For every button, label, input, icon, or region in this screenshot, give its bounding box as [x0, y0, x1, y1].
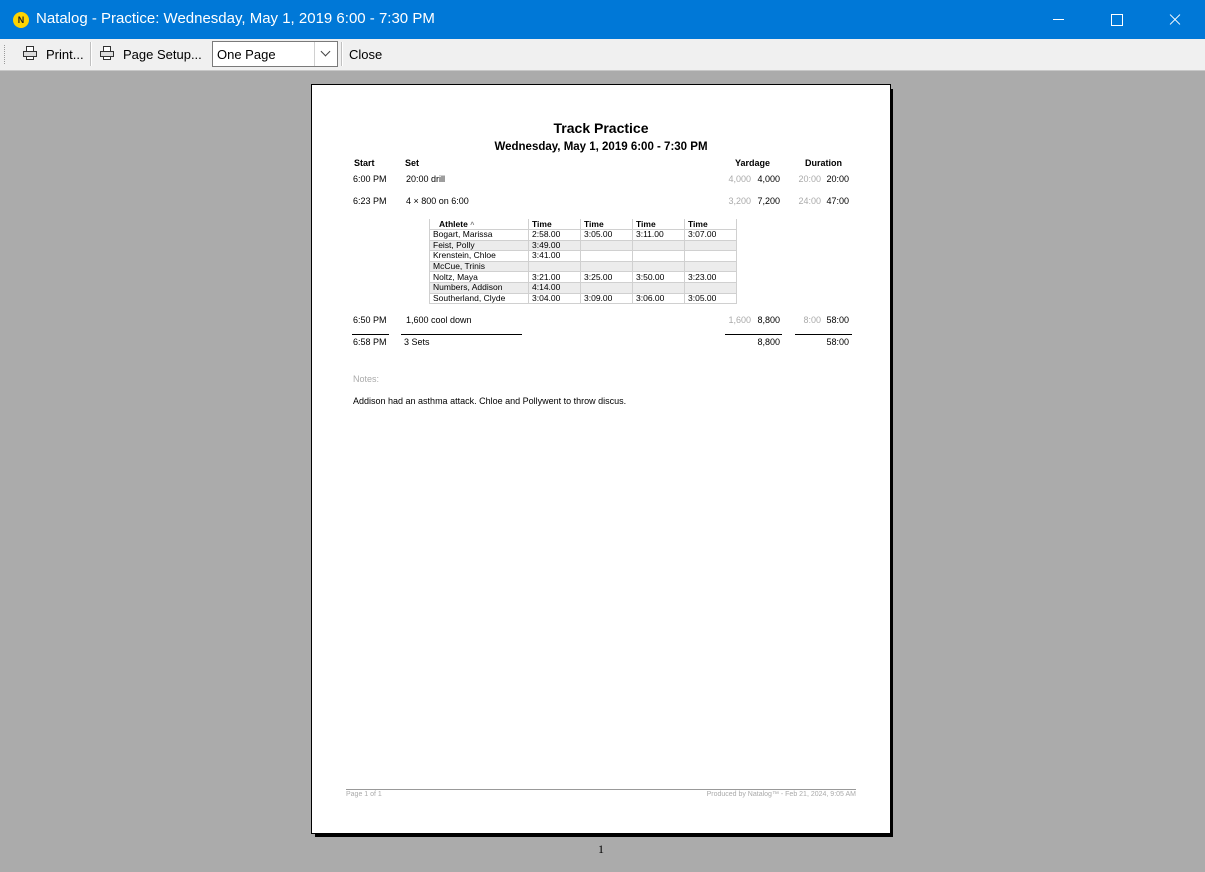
row-yardage-total: 7,200	[757, 196, 780, 206]
page-setup-button[interactable]	[97, 43, 205, 65]
minimize-icon	[1053, 19, 1064, 20]
time-cell	[581, 251, 633, 262]
row-duration-total: 47:00	[826, 196, 849, 206]
table-row	[430, 272, 737, 283]
totals-end-time: 6:58 PM	[353, 337, 387, 347]
view-mode-select[interactable]	[212, 41, 338, 67]
maximize-icon	[1111, 14, 1123, 26]
time-cell: 3:21.00	[529, 272, 581, 283]
title-bar	[0, 0, 1205, 39]
row-yardage-total: 8,800	[757, 315, 780, 325]
time-cell: 3:07.00	[685, 230, 737, 241]
time-cell: 3:49.00	[529, 240, 581, 251]
table-row	[430, 282, 737, 293]
time-cell	[633, 261, 685, 272]
footer-page-count: Page 1 of 1	[346, 791, 382, 798]
toolbar-separator	[90, 42, 92, 66]
time-cell: 3:11.00	[633, 230, 685, 241]
table-row	[430, 293, 737, 304]
time-cell: 3:25.00	[581, 272, 633, 283]
header-set: Set	[405, 158, 420, 168]
totals-yardage: 8,800	[757, 337, 780, 347]
row-duration-sub: 8:00	[803, 315, 821, 325]
athlete-name: Krenstein, Chloe	[430, 251, 529, 262]
column-header-time[interactable]: Time	[529, 219, 581, 230]
window-title: Natalog - Practice: Wednesday, May 1, 2019 6:00 - 7:30 PM	[36, 10, 435, 27]
table-row	[430, 261, 737, 272]
row-duration-total: 20:00	[826, 174, 849, 184]
footer-rule	[346, 789, 856, 790]
time-cell	[685, 240, 737, 251]
time-cell: 3:41.00	[529, 251, 581, 262]
notes-label: Notes:	[353, 374, 380, 384]
row-start: 6:00 PM	[353, 174, 387, 184]
athlete-name: Numbers, Addison	[430, 282, 529, 293]
totals-rule	[352, 334, 389, 335]
row-set: 1,600 cool down	[406, 315, 472, 325]
toolbar-separator	[341, 42, 343, 66]
time-cell	[633, 240, 685, 251]
row-duration-sub: 20:00	[798, 174, 821, 184]
time-cell	[685, 261, 737, 272]
table-row	[430, 251, 737, 262]
table-row	[430, 230, 737, 241]
time-cell	[685, 282, 737, 293]
sort-ascending-icon: ^	[470, 222, 475, 229]
printer-icon	[23, 46, 37, 59]
print-label: Print...	[46, 47, 84, 62]
chevron-down-icon	[321, 47, 331, 57]
time-cell: 3:23.00	[685, 272, 737, 283]
view-mode-value: One Page	[217, 47, 276, 62]
athlete-times-table	[429, 219, 737, 304]
row-start: 6:23 PM	[353, 196, 387, 206]
time-cell: 3:06.00	[633, 293, 685, 304]
header-duration: Duration	[805, 158, 842, 168]
maximize-button[interactable]	[1088, 0, 1146, 39]
report-subtitle: Wednesday, May 1, 2019 6:00 - 7:30 PM	[494, 141, 708, 153]
header-start: Start	[354, 158, 375, 168]
totals-rule	[725, 334, 782, 335]
time-cell: 3:05.00	[581, 230, 633, 241]
header-yardage: Yardage	[735, 158, 771, 168]
app-icon: N	[13, 12, 29, 28]
table-header-row	[430, 219, 737, 230]
time-cell	[529, 261, 581, 272]
time-cell	[633, 251, 685, 262]
time-cell: 3:09.00	[581, 293, 633, 304]
athlete-name: McCue, Trinis	[430, 261, 529, 272]
row-yardage-sub: 3,200	[728, 196, 751, 206]
column-header-time[interactable]: Time	[633, 219, 685, 230]
report-title: Track Practice	[553, 120, 649, 136]
totals-rule	[795, 334, 852, 335]
dropdown-button[interactable]	[314, 42, 337, 66]
row-duration-total: 58:00	[826, 315, 849, 325]
column-header-athlete[interactable]: Athlete ^	[430, 219, 529, 230]
time-cell	[581, 240, 633, 251]
row-start: 6:50 PM	[353, 315, 387, 325]
toolbar	[0, 39, 1205, 71]
time-cell	[685, 251, 737, 262]
close-window-button[interactable]	[1146, 0, 1204, 39]
report-page	[311, 84, 891, 834]
table-row	[430, 240, 737, 251]
row-yardage-sub: 1,600	[728, 315, 751, 325]
close-button[interactable]	[349, 43, 389, 65]
footer-produced-by: Produced by Natalog™ - Feb 21, 2024, 9:05 AM	[706, 791, 856, 798]
athlete-name: Noltz, Maya	[430, 272, 529, 283]
row-set: 20:00 drill	[406, 174, 446, 184]
totals-rule	[401, 334, 522, 335]
time-cell	[581, 261, 633, 272]
row-duration-sub: 24:00	[798, 196, 821, 206]
column-header-time[interactable]: Time	[685, 219, 737, 230]
time-cell	[581, 282, 633, 293]
totals-sets: 3 Sets	[404, 337, 430, 347]
athlete-name: Bogart, Marissa	[430, 230, 529, 241]
page-setup-icon	[100, 46, 114, 59]
athlete-name: Southerland, Clyde	[430, 293, 529, 304]
close-label: Close	[349, 47, 383, 62]
row-yardage-sub: 4,000	[728, 174, 751, 184]
time-cell: 4:14.00	[529, 282, 581, 293]
page-setup-label: Page Setup...	[123, 47, 202, 62]
toolbar-grip[interactable]	[4, 45, 7, 64]
time-cell: 2:58.00	[529, 230, 581, 241]
totals-duration: 58:00	[826, 337, 849, 347]
row-yardage-total: 4,000	[757, 174, 780, 184]
athlete-name: Feist, Polly	[430, 240, 529, 251]
time-cell: 3:50.00	[633, 272, 685, 283]
column-header-time[interactable]: Time	[581, 219, 633, 230]
time-cell: 3:05.00	[685, 293, 737, 304]
row-set: 4 × 800 on 6:00	[406, 196, 469, 206]
time-cell	[633, 282, 685, 293]
minimize-button[interactable]	[1030, 0, 1088, 39]
time-cell: 3:04.00	[529, 293, 581, 304]
page-number: 1	[598, 842, 604, 856]
print-button[interactable]	[20, 43, 88, 65]
notes-text: Addison had an asthma attack. Chloe and Pollywent to throw discus.	[353, 396, 627, 406]
